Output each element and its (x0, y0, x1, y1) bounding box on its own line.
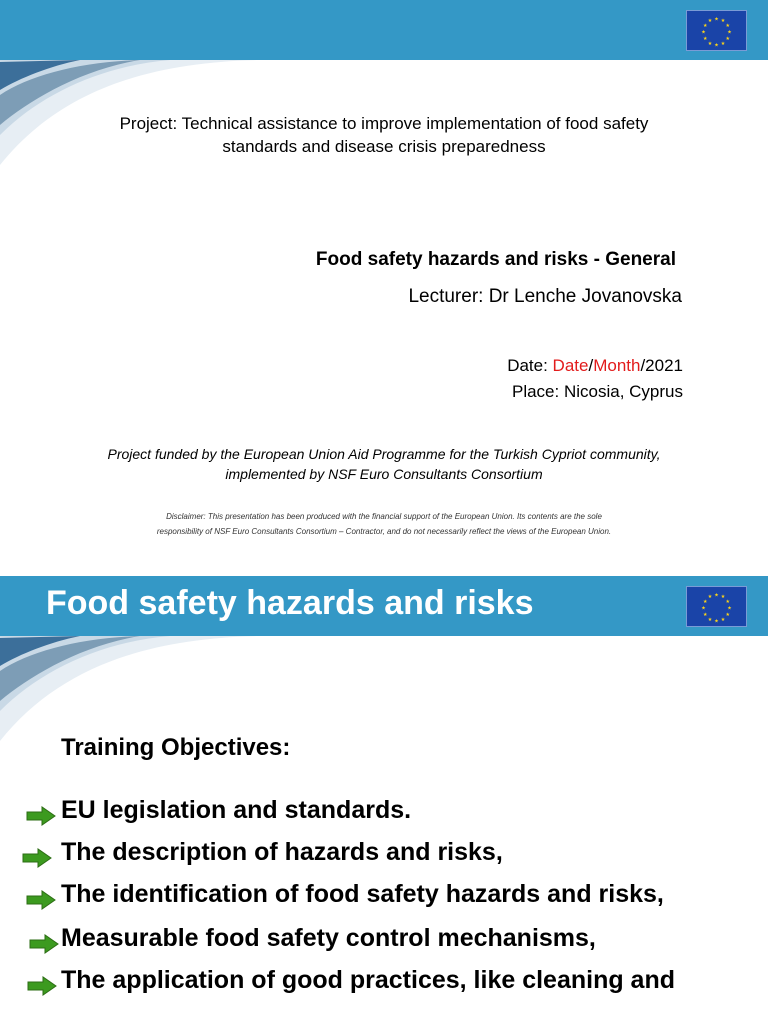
svg-text:★: ★ (701, 29, 706, 36)
svg-text:★: ★ (720, 594, 726, 601)
funding-line: Project funded by the European Union Aid Programme for the Turkish Cypriot community, (107, 446, 661, 462)
place-line: Place: Nicosia, Cyprus (511, 382, 683, 401)
svg-text:★: ★ (725, 36, 731, 42)
funding-statement (0, 444, 768, 484)
objectives-slide (0, 576, 768, 1024)
svg-text:★: ★ (725, 612, 731, 618)
project-title-line: Project: Technical assistance to improve implementation of food safety (119, 114, 649, 133)
disclaimer-line: Disclaimer: This presentation has been produced with the financial support of the European Union. Its contents are the sole (166, 512, 602, 521)
green-arrow-icon (26, 976, 58, 996)
svg-text:★: ★ (720, 616, 726, 623)
slide-title: Food safety hazards and risks (46, 584, 534, 622)
course-title: Food safety hazards and risks - General (315, 249, 676, 270)
svg-text:★: ★ (707, 594, 713, 601)
svg-text:★: ★ (714, 42, 719, 49)
svg-text:★: ★ (714, 618, 719, 625)
green-arrow-icon (25, 890, 57, 910)
svg-text:★: ★ (714, 592, 719, 599)
disclaimer-line: responsibility of NSF Euro Consultants Consortium – Contractor, and do not necessarily reflect the views of the European Union. (156, 527, 612, 536)
svg-text:★: ★ (720, 18, 726, 25)
slide-gap (0, 560, 768, 576)
project-title-line: standards and disease crisis preparedness (222, 137, 546, 156)
svg-text:★: ★ (727, 605, 732, 612)
svg-text:★: ★ (707, 40, 713, 47)
svg-text:★: ★ (702, 23, 708, 29)
svg-text:★: ★ (702, 599, 708, 605)
svg-text:★: ★ (725, 599, 731, 605)
svg-text:★: ★ (702, 36, 708, 42)
project-title (0, 112, 768, 158)
date-day-placeholder: Date (552, 356, 589, 375)
date-separator: / (588, 356, 594, 375)
date-month-placeholder: Month (593, 356, 641, 375)
objectives-heading: Training Objectives: (61, 734, 291, 761)
svg-text:★: ★ (714, 16, 719, 23)
objective-text: The identification of food safety hazards and risks, (61, 880, 664, 908)
date-year: /2021 (640, 356, 683, 375)
svg-text:★: ★ (707, 616, 713, 623)
eu-flag-icon (686, 10, 747, 51)
svg-text:★: ★ (702, 612, 708, 618)
eu-flag-icon (686, 586, 747, 627)
svg-text:★: ★ (707, 18, 713, 25)
green-arrow-icon (28, 934, 60, 954)
objective-text: The description of hazards and risks, (61, 838, 503, 866)
funding-line: implemented by NSF Euro Consultants Consortium (225, 466, 543, 482)
svg-text:★: ★ (701, 605, 706, 612)
svg-text:★: ★ (725, 23, 731, 29)
objective-text: EU legislation and standards. (61, 796, 412, 824)
date-label: Date: (507, 356, 553, 375)
green-arrow-icon (21, 848, 53, 868)
objective-text: The application of good practices, like cleaning and (61, 966, 676, 994)
svg-text:★: ★ (720, 40, 726, 47)
date-line (0, 356, 683, 376)
objective-text: Measurable food safety control mechanisms, (61, 924, 596, 952)
green-arrow-icon (25, 806, 57, 826)
disclaimer (0, 509, 768, 539)
lecturer-name: Lecturer: Dr Lenche Jovanovska (408, 286, 682, 307)
svg-text:★: ★ (727, 29, 732, 36)
